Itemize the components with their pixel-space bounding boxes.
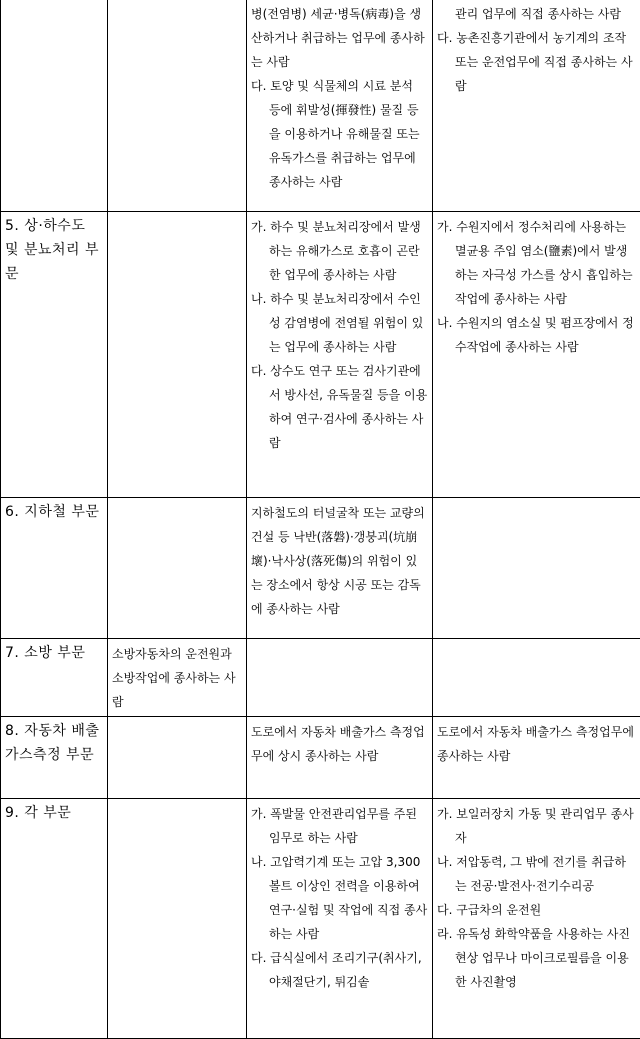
table-row: [1, 717, 640, 799]
list-item: 가. 하수 및 분뇨처리장에서 발생하는 유해가스로 호흡이 곤란한 업무에 종사하는 사람: [251, 215, 428, 287]
list-item: 지하철도의 터널굴착 또는 교량의 건설 등 낙반(落磐)·갱붕괴(坑崩壞)·낙사상(落死傷)의 위험이 있는 장소에서 항상 시공 또는 감독에 종사하는 사람: [251, 501, 428, 621]
col3-cell: [247, 799, 433, 1039]
col2-text: [108, 799, 246, 804]
col3-cell: [247, 0, 433, 212]
list-item: 다. 토양 및 식물체의 시료 분석 등에 휘발성(揮發性) 물질 등을 이용하거나 유해물질 또는 유독가스를 취급하는 업무에 종사하는 사람: [251, 74, 428, 194]
table-row: [1, 0, 640, 212]
category-cell: [1, 639, 108, 717]
list-item: 라. 유독성 화학약품을 사용하는 사진현상 업무나 마이크로필름을 이용한 사진촬영: [437, 922, 636, 994]
list-item: 다. 상수도 연구 또는 검사기관에서 방사선, 유독물질 등을 이용하여 연구·검사에 종사하는 사람: [251, 359, 428, 455]
col2-text: [108, 498, 246, 503]
list-item: 다. 급식실에서 조리기구(취사기, 야채절단기, 튀김솥: [251, 946, 428, 994]
col2-cell: [108, 639, 247, 717]
list-item: 도로에서 자동차 배출가스 측정업무에 종사하는 사람: [437, 720, 636, 768]
col4-cell: [433, 639, 640, 717]
list-item: 다. 농촌진흥기관에서 농기계의 조작 또는 운전업무에 직접 종사하는 사람: [437, 26, 636, 98]
list-item: 가. 수원지에서 정수처리에 사용하는 멸균용 주입 염소(鹽素)에서 발생하는 자극성 가스를 상시 흡입하는 작업에 종사하는 사람: [437, 215, 636, 311]
col2-cell: [108, 0, 247, 212]
category-label: 7. 소방 부문: [1, 639, 107, 665]
list-item: 나. 저압동력, 그 밖에 전기를 취급하는 전공·발전사·전기수리공: [437, 850, 636, 898]
table-row: [1, 212, 640, 498]
list-item: 도로에서 자동차 배출가스 측정업무에 상시 종사하는 사람: [251, 720, 428, 768]
col2-cell: [108, 717, 247, 799]
category-cell: [1, 498, 108, 639]
col3-cell: [247, 212, 433, 498]
list-item: 나. 수원지의 염소실 및 펌프장에서 정수작업에 종사하는 사람: [437, 311, 636, 359]
table-row: [1, 799, 640, 1039]
col4-cell: [433, 498, 640, 639]
list-item: 나. 고압력기계 또는 고압 3,300볼트 이상인 전력을 이용하여 연구·실험 및 작업에 직접 종사하는 사람: [251, 850, 428, 946]
table-row: [1, 639, 640, 717]
col3-cell: [247, 639, 433, 717]
list-item: 가. 보일러장치 가동 및 관리업무 종사자: [437, 802, 636, 850]
category-label: 8. 자동차 배출가스측정 부문: [1, 717, 107, 767]
list-item: 가. 폭발물 안전관리업무를 주된 임무로 하는 사람: [251, 802, 428, 850]
table-row: [1, 498, 640, 639]
col4-cell: [433, 212, 640, 498]
category-label: 9. 각 부문: [1, 799, 107, 825]
col2-text: [108, 212, 246, 217]
category-cell: [1, 799, 108, 1039]
category-label: 6. 지하철 부문: [1, 498, 107, 524]
col2-text: [108, 0, 246, 4]
category-cell: [1, 717, 108, 799]
category-label: 5. 상·하수도 및 분뇨처리 부문: [1, 212, 107, 286]
col2-text: [108, 717, 246, 722]
col2-cell: [108, 498, 247, 639]
col4-cell: [433, 799, 640, 1039]
category-label: [1, 0, 107, 1]
list-item: 병(전염병) 세균·병독(病毒)을 생산하거나 취급하는 업무에 종사하는 사람: [251, 2, 428, 74]
col4-cell: [433, 0, 640, 212]
col3-cell: [247, 498, 433, 639]
list-item: 다. 구급차의 운전원: [437, 898, 636, 922]
list-item: 나. 하수 및 분뇨처리장에서 수인성 감염병에 전염될 위험이 있는 업무에 종사하는 사람: [251, 287, 428, 359]
col2-cell: [108, 212, 247, 498]
col4-cell: [433, 717, 640, 799]
col2-text: 소방자동차의 운전원과 소방작업에 종사하는 사람: [108, 639, 246, 716]
category-cell: [1, 212, 108, 498]
category-cell: [1, 0, 108, 212]
col2-cell: [108, 799, 247, 1039]
col3-cell: [247, 717, 433, 799]
list-item: 관리 업무에 직접 종사하는 사람: [437, 2, 636, 26]
